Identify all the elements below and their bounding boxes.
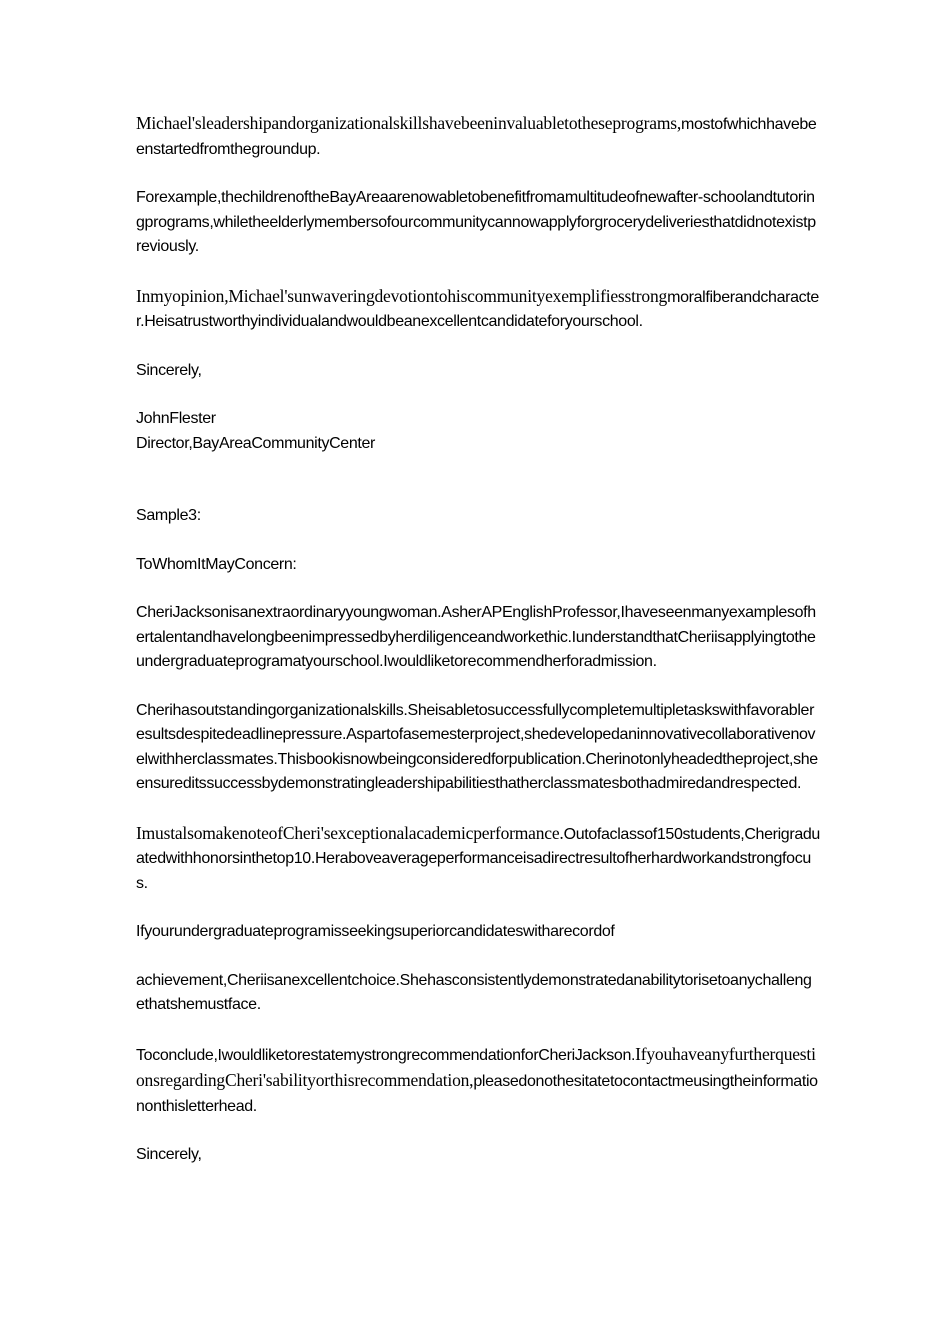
paragraph-cheri-organization [136,699,820,797]
letter-body [136,111,820,1192]
paragraph-cheri-intro [136,601,820,675]
sample-heading-text: Sample3: [136,507,201,524]
paragraph-text: pleasedonothesitatetocontactmeusingtheinformationonthisletterhead. [136,1073,818,1115]
sample-heading [136,504,820,529]
closing-sincerely-2 [136,1143,820,1168]
salutation-text: ToWhomItMayConcern: [136,555,297,573]
paragraph-text: Forexample,thechildrenoftheBayAreaarenowabletobenefitfromamultitudeofnewafter-schoolandtutoringprograms,whiletheelderlymembersofourcommunitycannowapplyforgrocerydeliveriesthatdidnotexistpreviously. [136,189,816,255]
paragraph-text-serif: ImustalsomakenoteofCheri'sexceptionalacademicperformance. [136,822,564,843]
paragraph-text: Ifyourundergraduateprogramisseekingsuperiorcandidateswitharecordof [136,923,615,940]
paragraph-text: mostofwhichhavebeenstartedfromthegroundup. [136,116,817,158]
paragraph-text: achievement,Cheriisanexcellentchoice.Shehasconsistentlydemonstratedanabilitytorisetoanychallengethatshemustface. [136,971,812,1013]
paragraph-conclusion [136,1042,820,1120]
paragraph-text-serif: Inmyopinion,Michael'sunwaveringdevotiontohiscommunityexemplifiesstrong [136,285,668,306]
paragraph-achievement [136,969,820,1018]
signature-block [136,407,820,456]
closing-text: Sincerely, [136,361,202,379]
paragraph-text: moralfiberandcharacter.Heisatrustworthyindividualandwouldbeanexcellentcandidateforyourschool. [136,288,819,330]
salutation [136,553,820,578]
paragraph-text: Toconclude,IwouldliketorestatemystrongrecommendationforCheriJackson. [136,1046,636,1064]
paragraph-text-serif: Michael'sleadershipandorganizationalskillshavebeeninvaluabletotheseprograms, [136,113,682,133]
paragraph-opinion [136,284,820,335]
paragraph-text: CheriJacksonisanextraordinaryyoungwoman.AsherAPEnglishProfessor,Ihaveseenmanyexamplesofhertalentandhavelongbeenimpressedbyherdiligenceandworkethic.IunderstandthatCheriisapplyingtotheundergraduateprogramatyourschool.Iwouldliketorecommendherforadmission. [136,604,816,670]
paragraph-text: Cherihasoutstandingorganizationalskills.Sheisabletosuccessfullycompletemultipletaskswithfavorableresultsdespitedeadlinepressure.Aspartofasemesterproject,shedevelopedaninnovativecollaborativenovelwithherclassmates.Thisbookisnowbeingconsideredforpublication.Cherinotonlyheadedtheproject,sheensureditssuccessbydemonstratingleadershipabilitiesthatherclassmatesbothadmiredandrespected. [136,701,818,792]
paragraph-michael-leadership [136,111,820,162]
paragraph-text-serif: Cheri'sabilityorthisrecommendation, [224,1070,474,1090]
paragraph-cheri-academic [136,821,820,897]
paragraph-text-serif: Ifyouhaveanyfurtherquestionsregarding [136,1043,816,1090]
paragraph-example-programs [136,186,820,260]
section-spacer [136,480,820,504]
signer-title: Director,BayAreaCommunityCenter [136,434,376,452]
closing-sincerely-1 [136,359,820,384]
paragraph-seeking-candidates [136,920,820,945]
signer-name: JohnFlester [136,410,216,427]
paragraph-text: Outofaclassof150students,Cherigraduatedwithhonorsinthetop10.Heraboveaverageperformanceisadirectresultofherhardworkandstrongfocus. [136,825,820,892]
closing-text: Sincerely, [136,1146,202,1163]
